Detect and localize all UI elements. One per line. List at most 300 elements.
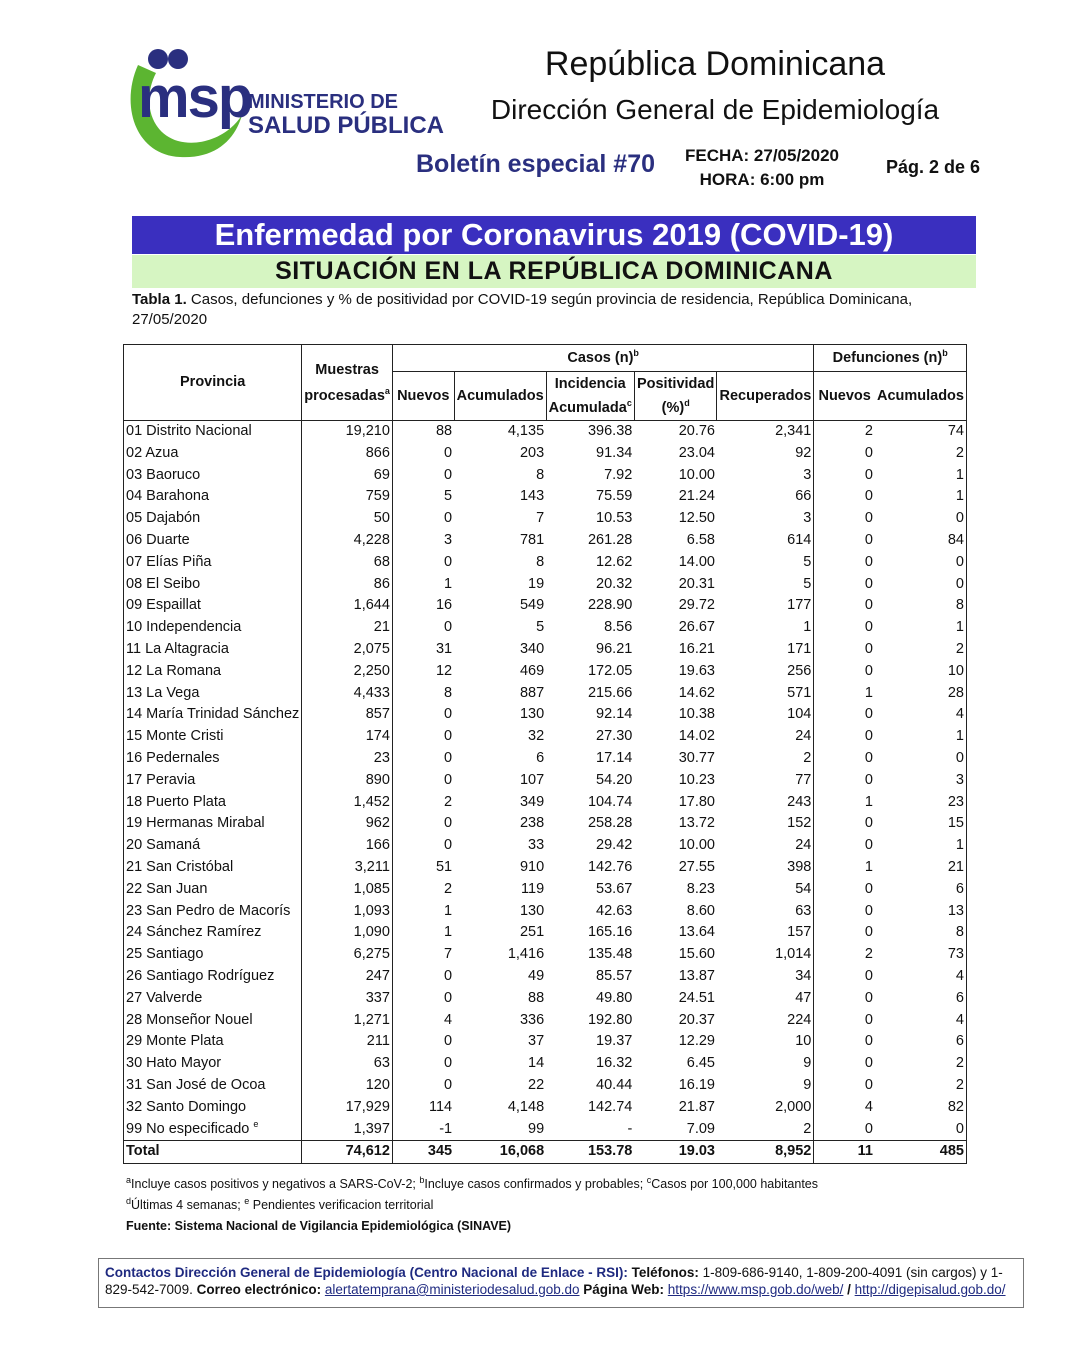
cell-def-nuevos: 0 bbox=[864, 728, 873, 745]
cell-def-nuevos: 0 bbox=[864, 575, 873, 592]
cell-provincia: 27 Valverde bbox=[124, 988, 302, 1010]
cell-positividad: 10.38 bbox=[678, 706, 715, 723]
header-casos bbox=[392, 345, 813, 372]
cell-positividad: 20.37 bbox=[678, 1011, 715, 1028]
table-body bbox=[124, 421, 967, 1164]
cell-positividad: 8.60 bbox=[686, 902, 715, 919]
cell-positividad: 19.63 bbox=[678, 662, 715, 679]
cell-nuevos: 345 bbox=[392, 1141, 454, 1164]
table-row bbox=[124, 792, 967, 814]
cell-muestras: 4,228 bbox=[302, 530, 393, 552]
cell-nuevos: 0 bbox=[444, 510, 453, 527]
email-label: Correo electrónico: bbox=[196, 1282, 322, 1297]
note-b: Incluye casos confirmados y probables; bbox=[424, 1177, 647, 1191]
cell-def-acumulados: 0 bbox=[875, 1119, 967, 1141]
cell-def-acumulados: 1 bbox=[875, 726, 967, 748]
cell-def-acumulados: 2 bbox=[875, 1075, 967, 1097]
cell-def-nuevos: 0 bbox=[864, 837, 873, 854]
cell-nuevos: 7 bbox=[444, 946, 453, 963]
cell-incidencia: 10.53 bbox=[596, 510, 633, 527]
cell-recuperados: 47 bbox=[717, 988, 814, 1010]
cell-nuevos: 0 bbox=[444, 1055, 453, 1072]
cell-recuperados: 24 bbox=[717, 835, 814, 857]
note-e: Pendientes verificacion territorial bbox=[249, 1198, 434, 1212]
cell-def-acumulados: 23 bbox=[875, 792, 967, 814]
cell-provincia: 29 Monte Plata bbox=[124, 1031, 302, 1053]
cell-recuperados: 34 bbox=[717, 966, 814, 988]
cell-nuevos: 1 bbox=[444, 924, 453, 941]
cell-provincia: 07 Elías Piña bbox=[124, 552, 302, 574]
cell-def-nuevos: 0 bbox=[864, 531, 873, 548]
cell-incidencia: 91.34 bbox=[596, 444, 633, 461]
cell-nuevos: 0 bbox=[444, 466, 453, 483]
table-row bbox=[124, 508, 967, 530]
header-defunciones bbox=[814, 345, 967, 372]
table-row bbox=[124, 595, 967, 617]
cell-provincia-text: 99 No especificado bbox=[126, 1120, 250, 1137]
cell-incidencia: 215.66 bbox=[587, 684, 633, 701]
header-incidencia-line1: Incidencia bbox=[554, 376, 626, 392]
footnote-d-sup: d bbox=[684, 398, 690, 409]
cell-positividad: 20.76 bbox=[678, 423, 715, 439]
cell-acumulados: 107 bbox=[519, 771, 545, 788]
header-muestras-line2 bbox=[304, 383, 390, 409]
page-number: Pág. 2 de 6 bbox=[886, 157, 981, 177]
cell-acumulados: 781 bbox=[519, 531, 545, 548]
cell-provincia: 16 Pedernales bbox=[124, 748, 302, 770]
table-row bbox=[124, 617, 967, 639]
cell-acumulados: 88 bbox=[528, 989, 545, 1006]
table-row bbox=[124, 704, 967, 726]
header-positividad-text: (%) bbox=[661, 400, 685, 416]
cell-acumulados: 143 bbox=[519, 488, 545, 505]
cell-recuperados: 243 bbox=[717, 792, 814, 814]
web-separator: / bbox=[843, 1282, 855, 1297]
cell-def-acumulados: 0 bbox=[875, 552, 967, 574]
cell-def-nuevos: 0 bbox=[864, 619, 873, 636]
cell-muestras: 166 bbox=[302, 835, 393, 857]
cell-def-acumulados: 2 bbox=[875, 639, 967, 661]
cell-recuperados: 3 bbox=[717, 465, 814, 487]
cell-acumulados: 49 bbox=[528, 967, 545, 984]
main-banner: Enfermedad por Coronavirus 2019 (COVID-19) bbox=[132, 216, 976, 254]
cell-provincia: 26 Santiago Rodríguez bbox=[124, 966, 302, 988]
cell-def-nuevos: 0 bbox=[864, 466, 873, 483]
cell-recuperados: 3 bbox=[717, 508, 814, 530]
cell-acumulados: 22 bbox=[528, 1076, 545, 1093]
cell-provincia: 20 Samaná bbox=[124, 835, 302, 857]
cell-incidencia: 40.44 bbox=[596, 1076, 633, 1093]
cell-muestras: 890 bbox=[302, 770, 393, 792]
cell-acumulados: 4,135 bbox=[507, 423, 545, 439]
cell-provincia: 28 Monseñor Nouel bbox=[124, 1010, 302, 1032]
cell-incidencia: 258.28 bbox=[587, 815, 633, 832]
cell-def-acumulados: 485 bbox=[875, 1141, 967, 1164]
cell-def-nuevos: 2 bbox=[864, 946, 873, 963]
table-row bbox=[124, 879, 967, 901]
cell-def-nuevos: 0 bbox=[864, 989, 873, 1006]
cell-incidencia: 29.42 bbox=[596, 837, 633, 854]
cell-muestras: 86 bbox=[302, 574, 393, 596]
cell-incidencia: 261.28 bbox=[587, 531, 633, 548]
country-title: República Dominicana bbox=[544, 45, 886, 83]
cell-nuevos: 0 bbox=[444, 815, 453, 832]
cell-def-nuevos: 0 bbox=[864, 902, 873, 919]
cell-muestras: 19,210 bbox=[302, 421, 393, 443]
cell-provincia: 03 Baoruco bbox=[124, 465, 302, 487]
cell-provincia: 05 Dajabón bbox=[124, 508, 302, 530]
cell-provincia: 19 Hermanas Mirabal bbox=[124, 813, 302, 835]
table-row bbox=[124, 966, 967, 988]
cell-positividad: 14.02 bbox=[678, 728, 715, 745]
table-row bbox=[124, 1010, 967, 1032]
cell-muestras: 1,090 bbox=[302, 922, 393, 944]
logo-wordmark bbox=[248, 92, 444, 138]
cell-provincia: 18 Puerto Plata bbox=[124, 792, 302, 814]
note-a: Incluye casos positivos y negativos a SARS-CoV-2; bbox=[131, 1177, 420, 1191]
cell-def-nuevos: 0 bbox=[864, 967, 873, 984]
cell-muestras: 3,211 bbox=[302, 857, 393, 879]
footnote-b-sup: b bbox=[942, 348, 948, 359]
table-row bbox=[124, 443, 967, 465]
cell-nuevos: 114 bbox=[429, 1098, 453, 1115]
cell-muestras: 1,644 bbox=[302, 595, 393, 617]
cell-nuevos: 0 bbox=[444, 989, 453, 1006]
cell-incidencia: 165.16 bbox=[587, 924, 633, 941]
cell-def-acumulados: 28 bbox=[875, 683, 967, 705]
cell-def-acumulados: 0 bbox=[875, 508, 967, 530]
web-link-msp[interactable]: https://www.msp.gob.do/web/ bbox=[667, 1282, 844, 1297]
cell-muestras: 866 bbox=[302, 443, 393, 465]
cell-muestras: 4,433 bbox=[302, 683, 393, 705]
cell-def-acumulados: 73 bbox=[875, 944, 967, 966]
cell-positividad: 12.50 bbox=[678, 510, 715, 527]
cell-positividad: 21.24 bbox=[678, 488, 715, 505]
cell-positividad: 27.55 bbox=[678, 858, 715, 875]
cell-nuevos: 3 bbox=[444, 531, 453, 548]
cell-provincia: 14 María Trinidad Sánchez bbox=[124, 704, 302, 726]
cell-provincia: 32 Santo Domingo bbox=[124, 1097, 302, 1119]
caption-label: Tabla 1. bbox=[132, 291, 187, 308]
cell-def-acumulados: 0 bbox=[875, 748, 967, 770]
email-link[interactable]: alertatemprana@ministeriodesalud.gob.do bbox=[324, 1282, 580, 1297]
header-positividad-line2 bbox=[637, 396, 715, 420]
cell-provincia: 30 Hato Mayor bbox=[124, 1053, 302, 1075]
logo-acronym: msp bbox=[138, 65, 252, 130]
table-row bbox=[124, 683, 967, 705]
cell-recuperados: 5 bbox=[717, 574, 814, 596]
cell-recuperados: 66 bbox=[717, 486, 814, 508]
cell-positividad: 17.80 bbox=[678, 793, 715, 810]
footnote-line2 bbox=[126, 1195, 818, 1216]
cell-nuevos: 5 bbox=[444, 488, 453, 505]
cell-provincia: 25 Santiago bbox=[124, 944, 302, 966]
cell-incidencia: 8.56 bbox=[604, 619, 633, 636]
cell-incidencia: 85.57 bbox=[596, 967, 633, 984]
cell-def-acumulados: 74 bbox=[875, 421, 967, 443]
cell-acumulados: 469 bbox=[519, 662, 545, 679]
cell-positividad: 13.64 bbox=[678, 924, 715, 941]
date: FECHA: 27/05/2020 bbox=[684, 146, 840, 165]
cell-nuevos: 2 bbox=[444, 793, 453, 810]
cell-positividad: 16.21 bbox=[678, 640, 715, 657]
table-row bbox=[124, 1075, 967, 1097]
cell-recuperados: 2 bbox=[717, 1119, 814, 1141]
table-row bbox=[124, 988, 967, 1010]
cell-acumulados: 14 bbox=[528, 1055, 545, 1072]
table-row bbox=[124, 639, 967, 661]
cell-def-acumulados: 2 bbox=[875, 443, 967, 465]
cell-incidencia: 228.90 bbox=[587, 597, 633, 614]
cell-incidencia: 20.32 bbox=[596, 575, 633, 592]
cell-def-nuevos: 11 bbox=[814, 1141, 875, 1164]
cell-acumulados: 8 bbox=[536, 553, 545, 570]
cell-muestras: 962 bbox=[302, 813, 393, 835]
table-row bbox=[124, 421, 967, 443]
cell-provincia: 11 La Altagracia bbox=[124, 639, 302, 661]
table-row bbox=[124, 835, 967, 857]
header-def-nuevos: Nuevos bbox=[814, 372, 875, 421]
cell-def-nuevos: 4 bbox=[864, 1098, 873, 1115]
cell-positividad: 13.87 bbox=[678, 967, 715, 984]
cell-incidencia: 96.21 bbox=[596, 640, 633, 657]
phones: 1-809-686-9140, 1-809-200-4091 (sin cargos) y 1-829-542-7009. bbox=[105, 1265, 1003, 1297]
cell-nuevos: 12 bbox=[435, 662, 453, 679]
cell-recuperados: 2,000 bbox=[717, 1097, 814, 1119]
cell-recuperados: 63 bbox=[717, 901, 814, 923]
cell-recuperados: 152 bbox=[717, 813, 814, 835]
cell-def-acumulados: 4 bbox=[875, 1010, 967, 1032]
note-a-sup: a bbox=[126, 1174, 132, 1185]
cell-positividad: 10.23 bbox=[678, 771, 715, 788]
cell-acumulados: 16,068 bbox=[454, 1141, 546, 1164]
cell-incidencia: 142.74 bbox=[587, 1098, 633, 1115]
cell-def-nuevos: 1 bbox=[864, 684, 873, 701]
table-caption bbox=[132, 290, 982, 330]
phones-label: Teléfonos: bbox=[631, 1265, 699, 1280]
cell-incidencia: 104.74 bbox=[587, 793, 633, 810]
cell-incidencia: 153.78 bbox=[546, 1141, 634, 1164]
header-defunciones-text: Defunciones (n) bbox=[832, 350, 943, 366]
table-row bbox=[124, 1053, 967, 1075]
cell-def-nuevos: 0 bbox=[864, 771, 873, 788]
table-row bbox=[124, 1119, 967, 1141]
cell-recuperados: 10 bbox=[717, 1031, 814, 1053]
cell-def-acumulados: 1 bbox=[875, 617, 967, 639]
header-provincia: Provincia bbox=[124, 345, 302, 421]
cell-positividad: 13.72 bbox=[678, 815, 715, 832]
cell-muestras: 23 bbox=[302, 748, 393, 770]
cell-provincia: 24 Sánchez Ramírez bbox=[124, 922, 302, 944]
table-row bbox=[124, 552, 967, 574]
cell-nuevos: 0 bbox=[444, 444, 453, 461]
table-row bbox=[124, 465, 967, 487]
cell-muestras: 1,452 bbox=[302, 792, 393, 814]
cell-nuevos: 0 bbox=[444, 553, 453, 570]
cell-def-acumulados: 4 bbox=[875, 966, 967, 988]
cell-positividad: 26.67 bbox=[678, 619, 715, 636]
footnote-a-sup: a bbox=[384, 385, 390, 396]
cell-incidencia: 75.59 bbox=[596, 488, 633, 505]
cell-positividad: 14.62 bbox=[678, 684, 715, 701]
cell-positividad: 12.29 bbox=[678, 1033, 715, 1050]
cell-incidencia: 7.92 bbox=[604, 466, 633, 483]
contact-box bbox=[98, 1258, 1024, 1308]
cell-acumulados: 887 bbox=[519, 684, 545, 701]
cell-recuperados: 5 bbox=[717, 552, 814, 574]
time: HORA: 6:00 pm bbox=[699, 170, 825, 189]
caption-text: Casos, defunciones y % de positividad por COVID-19 según provincia de residencia, República Dominicana, 27/05/2020 bbox=[132, 291, 913, 328]
cell-nuevos: 16 bbox=[435, 597, 453, 614]
cell-incidencia: 16.32 bbox=[596, 1055, 633, 1072]
cell-def-acumulados: 15 bbox=[875, 813, 967, 835]
cell-muestras: 857 bbox=[302, 704, 393, 726]
cell-nuevos: 0 bbox=[444, 706, 453, 723]
cell-positividad: 6.45 bbox=[686, 1055, 715, 1072]
cell-muestras: 6,275 bbox=[302, 944, 393, 966]
header-positividad-line1: Positividad bbox=[636, 376, 715, 392]
cell-acumulados: 336 bbox=[519, 1011, 545, 1028]
cell-def-acumulados: 6 bbox=[875, 988, 967, 1010]
cell-def-nuevos: 0 bbox=[864, 488, 873, 505]
table-row bbox=[124, 944, 967, 966]
cell-recuperados: 2,341 bbox=[717, 421, 814, 443]
table-row bbox=[124, 748, 967, 770]
cell-provincia: 02 Azua bbox=[124, 443, 302, 465]
header-recuperados: Recuperados bbox=[717, 372, 814, 421]
cell-provincia: 21 San Cristóbal bbox=[124, 857, 302, 879]
source-note: Fuente: Sistema Nacional de Vigilancia Epidemiológica (SINAVE) bbox=[126, 1219, 512, 1233]
cell-def-acumulados: 13 bbox=[875, 901, 967, 923]
header-nuevos: Nuevos bbox=[392, 372, 454, 421]
table-row bbox=[124, 1031, 967, 1053]
cell-incidencia: 17.14 bbox=[596, 749, 633, 766]
cell-provincia bbox=[124, 1119, 302, 1141]
cell-incidencia: 19.37 bbox=[596, 1033, 633, 1050]
cell-nuevos: 1 bbox=[444, 575, 453, 592]
cell-def-nuevos: 0 bbox=[864, 706, 873, 723]
cell-def-acumulados: 10 bbox=[875, 661, 967, 683]
cell-muestras: 759 bbox=[302, 486, 393, 508]
cell-acumulados: 7 bbox=[536, 510, 545, 527]
cell-incidencia: 192.80 bbox=[587, 1011, 633, 1028]
cell-def-acumulados: 1 bbox=[875, 465, 967, 487]
note-c-sup: c bbox=[646, 1174, 652, 1185]
cell-def-nuevos: 0 bbox=[864, 1011, 873, 1028]
web-link-digepisalud[interactable]: http://digepisalud.gob.do/ bbox=[854, 1282, 1006, 1297]
cell-def-acumulados: 1 bbox=[875, 835, 967, 857]
cell-positividad: 21.87 bbox=[678, 1098, 715, 1115]
header-muestras bbox=[302, 345, 393, 421]
cell-provincia: 08 El Seibo bbox=[124, 574, 302, 596]
cell-acumulados: 251 bbox=[519, 924, 545, 941]
cell-def-nuevos: 0 bbox=[864, 444, 873, 461]
cell-recuperados: 398 bbox=[717, 857, 814, 879]
table-row bbox=[124, 770, 967, 792]
cell-recuperados: 177 bbox=[717, 595, 814, 617]
table-row bbox=[124, 813, 967, 835]
table-row bbox=[124, 574, 967, 596]
cell-def-nuevos: 0 bbox=[864, 640, 873, 657]
cell-nuevos: 0 bbox=[444, 749, 453, 766]
header-incidencia bbox=[546, 372, 634, 421]
department-title: Dirección General de Epidemiología bbox=[490, 94, 940, 125]
cell-def-nuevos: 0 bbox=[864, 1120, 873, 1137]
cell-recuperados: 8,952 bbox=[717, 1141, 814, 1164]
header-muestras-line1: Muestras bbox=[315, 361, 379, 378]
cell-def-nuevos: 2 bbox=[864, 423, 873, 439]
cell-def-acumulados: 2 bbox=[875, 1053, 967, 1075]
cell-muestras: 68 bbox=[302, 552, 393, 574]
cell-nuevos: 1 bbox=[444, 902, 453, 919]
cell-incidencia: 172.05 bbox=[587, 662, 633, 679]
cell-muestras: 1,271 bbox=[302, 1010, 393, 1032]
table-row bbox=[124, 901, 967, 923]
cell-positividad: 30.77 bbox=[678, 749, 715, 766]
footnotes bbox=[126, 1174, 818, 1237]
cell-muestras: 63 bbox=[302, 1053, 393, 1075]
cell-recuperados: 571 bbox=[717, 683, 814, 705]
cell-recuperados: 24 bbox=[717, 726, 814, 748]
table-row bbox=[124, 857, 967, 879]
cell-def-acumulados: 0 bbox=[875, 574, 967, 596]
note-d: Últimas 4 semanas; bbox=[131, 1198, 245, 1212]
cell-def-acumulados: 6 bbox=[875, 1031, 967, 1053]
cell-def-nuevos: 0 bbox=[864, 924, 873, 941]
cell-positividad: 16.19 bbox=[678, 1076, 715, 1093]
cell-nuevos: 2 bbox=[444, 880, 453, 897]
cell-def-nuevos: 0 bbox=[864, 553, 873, 570]
cell-positividad: 6.58 bbox=[686, 531, 715, 548]
cell-muestras: 21 bbox=[302, 617, 393, 639]
cell-acumulados: 910 bbox=[519, 858, 545, 875]
cell-provincia: 04 Barahona bbox=[124, 486, 302, 508]
cell-incidencia: 27.30 bbox=[596, 728, 633, 745]
cell-positividad: 14.00 bbox=[678, 553, 715, 570]
cell-positividad: 15.60 bbox=[678, 946, 715, 963]
cell-provincia: 17 Peravia bbox=[124, 770, 302, 792]
cell-acumulados: 549 bbox=[519, 597, 545, 614]
cell-def-acumulados: 82 bbox=[875, 1097, 967, 1119]
cell-def-nuevos: 0 bbox=[864, 1055, 873, 1072]
cell-def-nuevos: 0 bbox=[864, 1033, 873, 1050]
cell-recuperados: 54 bbox=[717, 879, 814, 901]
cell-def-nuevos: 0 bbox=[864, 662, 873, 679]
cell-incidencia: - bbox=[627, 1120, 633, 1137]
header-incidencia-text: Acumulada bbox=[548, 400, 627, 416]
cell-def-acumulados: 6 bbox=[875, 879, 967, 901]
cell-nuevos: 8 bbox=[444, 684, 453, 701]
cell-positividad: 8.23 bbox=[686, 880, 715, 897]
cell-provincia: 15 Monte Cristi bbox=[124, 726, 302, 748]
cell-provincia: 22 San Juan bbox=[124, 879, 302, 901]
cell-incidencia: 49.80 bbox=[596, 989, 633, 1006]
cell-muestras: 2,075 bbox=[302, 639, 393, 661]
header-def-acumulados: Acumulados bbox=[875, 372, 967, 421]
cell-def-nuevos: 1 bbox=[864, 858, 873, 875]
cell-muestras: 337 bbox=[302, 988, 393, 1010]
cell-def-nuevos: 0 bbox=[864, 815, 873, 832]
sub-banner: SITUACIÓN EN LA REPÚBLICA DOMINICANA bbox=[132, 255, 976, 288]
cell-acumulados: 130 bbox=[519, 902, 545, 919]
cell-recuperados: 9 bbox=[717, 1053, 814, 1075]
cell-def-acumulados: 3 bbox=[875, 770, 967, 792]
cell-recuperados: 77 bbox=[717, 770, 814, 792]
footnote-line1 bbox=[126, 1174, 818, 1195]
cell-acumulados: 8 bbox=[536, 466, 545, 483]
header-muestras-text: procesadas bbox=[304, 387, 385, 404]
cell-muestras: 211 bbox=[302, 1031, 393, 1053]
